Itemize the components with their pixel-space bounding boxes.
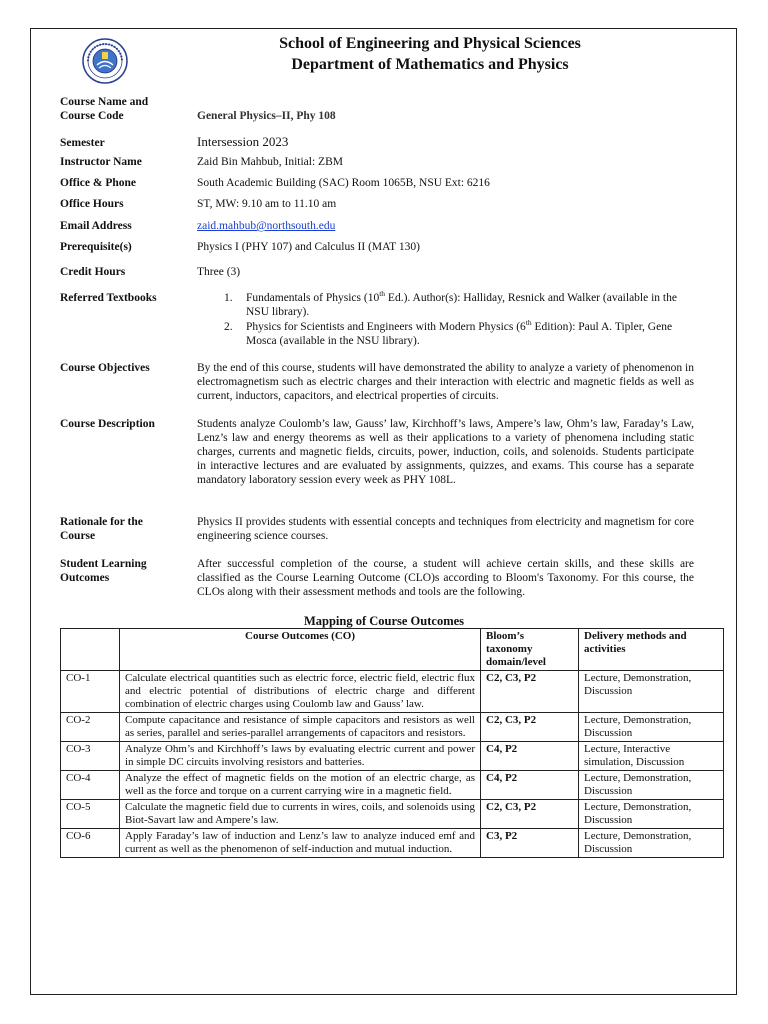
textbooks-label: Referred Textbooks <box>60 292 157 304</box>
semester-label: Semester <box>60 137 105 149</box>
office-label: Office & Phone <box>60 177 137 189</box>
office-value: South Academic Building (SAC) Room 1065B, NSU Ext: 6216 <box>197 177 490 189</box>
school-heading <box>180 33 680 75</box>
description-label: Course Description <box>60 418 155 430</box>
table-row <box>61 829 724 858</box>
co-delivery-cell: Lecture, Demonstration, Discussion <box>579 713 724 742</box>
email-label: Email Address <box>60 220 132 232</box>
textbook-item: 1. Fundamentals of Physics (10th Ed.). Author(s): Halliday, Resnick and Walker (available in the NSU library). <box>224 289 677 318</box>
textbooks-list <box>197 291 694 348</box>
rationale-label: Rationale for the Course <box>60 516 143 542</box>
co-delivery-cell: Lecture, Interactive simulation, Discussion <box>579 742 724 771</box>
rationale-value: Physics II provides students with essential concepts and techniques from electricity and magnetism for core engineering science courses. <box>197 516 694 542</box>
office-hours-value: ST, MW: 9.10 am to 11.10 am <box>197 198 337 210</box>
email-value-wrap <box>197 219 694 233</box>
credit-hours-label: Credit Hours <box>60 266 126 278</box>
co-bloom-cell: C2, C3, P2 <box>481 713 579 742</box>
co-desc-cell: Analyze Ohm’s and Kirchhoff’s laws by evaluating electric current and power in simple DC circuits involving resistors and batteries. <box>120 742 481 771</box>
co-delivery-cell: Lecture, Demonstration, Discussion <box>579 771 724 800</box>
co-bloom-cell: C4, P2 <box>481 742 579 771</box>
course-outcomes-table <box>60 628 724 858</box>
course-name-label: Course Name and Course Code <box>60 96 149 122</box>
co-bloom-cell: C2, C3, P2 <box>481 800 579 829</box>
description-value: Students analyze Coulomb’s law, Gauss’ law, Kirchhoff’s laws, Ampere’s law, Ohm’s law, Faraday’s Law, Lenz’s law and energy theorems as well as their applications to a variety of phenomena including static charges, currents and magnetic fields, circuits, power, induction, coils, and solenoids. Students participate in interactive lectures and are evaluated by assignments, quizzes, and exams. This course has a separate mandatory laboratory session every week as PHY 108L. <box>197 418 694 486</box>
mapping-title: Mapping of Course Outcomes <box>303 614 465 628</box>
co-bloom-cell: C2, C3, P2 <box>481 671 579 713</box>
objectives-label: Course Objectives <box>60 362 150 374</box>
department-name: Department of Mathematics and Physics <box>291 56 569 73</box>
co-bloom-cell: C4, P2 <box>481 771 579 800</box>
slo-label: Student Learning Outcomes <box>60 558 147 584</box>
header-co-cell: Course Outcomes (CO) <box>120 629 481 671</box>
co-bloom-cell: C3, P2 <box>481 829 579 858</box>
co-desc-cell: Calculate the magnetic field due to currents in wires, coils, and solenoids using Biot-Savart law and Ampere’s law. <box>120 800 481 829</box>
table-row <box>61 800 724 829</box>
table-row <box>61 771 724 800</box>
table-row <box>61 671 724 713</box>
prerequisite-label: Prerequisite(s) <box>60 241 132 253</box>
co-delivery-cell: Lecture, Demonstration, Discussion <box>579 800 724 829</box>
header-id-cell <box>61 629 120 671</box>
email-link[interactable]: zaid.mahbub@northsouth.edu <box>197 220 336 232</box>
prerequisite-value: Physics I (PHY 107) and Calculus II (MAT 130) <box>197 241 420 253</box>
co-id-cell: CO-1 <box>61 671 120 713</box>
table-row <box>61 742 724 771</box>
co-desc-cell: Compute capacitance and resistance of simple capacitors and resistors as well as series, parallel and series-parallel arrangements of capacitors and resistors. <box>120 713 481 742</box>
instructor-label: Instructor Name <box>60 156 142 168</box>
objectives-value: By the end of this course, students will have demonstrated the ability to analyze a variety of phenomenon in electromagnetism such as electric charges and their interaction with electric and magnetic fields as well as current, inductors, capacitors, and electrical properties of circuits. <box>197 362 694 402</box>
school-name: School of Engineering and Physical Sciences <box>279 35 581 52</box>
course-name-value: General Physics–II, Phy 108 <box>197 110 336 122</box>
co-delivery-cell: Lecture, Demonstration, Discussion <box>579 671 724 713</box>
header-delivery-cell: Delivery methods and activities <box>579 629 724 671</box>
table-header-row <box>61 629 724 671</box>
co-desc-cell: Analyze the effect of magnetic fields on the motion of an electric charge, as well as the force and torque on a current carrying wire in a magnetic field. <box>120 771 481 800</box>
credit-hours-value: Three (3) <box>197 266 241 278</box>
co-id-cell: CO-2 <box>61 713 120 742</box>
header-bloom-cell: Bloom’s taxonomy domain/level <box>481 629 579 671</box>
co-id-cell: CO-4 <box>61 771 120 800</box>
university-seal-icon <box>82 38 128 84</box>
office-hours-label: Office Hours <box>60 198 124 210</box>
semester-value: Intersession 2023 <box>197 134 289 149</box>
instructor-value: Zaid Bin Mahbub, Initial: ZBM <box>197 156 343 168</box>
co-desc-cell: Calculate electrical quantities such as electric force, electric field, electric flux and electric potential of distributions of electric charge and different combination of electric charges using Coulomb law and Gauss’ law. <box>120 671 481 713</box>
co-delivery-cell: Lecture, Demonstration, Discussion <box>579 829 724 858</box>
co-desc-cell: Apply Faraday’s law of induction and Lenz’s law to analyze induced emf and current as well as the phenomenon of self-induction and mutual induction. <box>120 829 481 858</box>
co-id-cell: CO-6 <box>61 829 120 858</box>
slo-value: After successful completion of the course, a student will achieve certain skills, and these skills are classified as the Course Learning Outcome (CLO)s according to Bloom's Taxonomy. For this course, the CLOs along with their assessment methods and tools are the following. <box>197 558 694 598</box>
table-row <box>61 713 724 742</box>
textbook-item: 2. Physics for Scientists and Engineers with Modern Physics (6th Edition): Paul A. Tipler, Gene Mosca (available in the NSU library). <box>224 318 673 347</box>
co-id-cell: CO-3 <box>61 742 120 771</box>
co-id-cell: CO-5 <box>61 800 120 829</box>
